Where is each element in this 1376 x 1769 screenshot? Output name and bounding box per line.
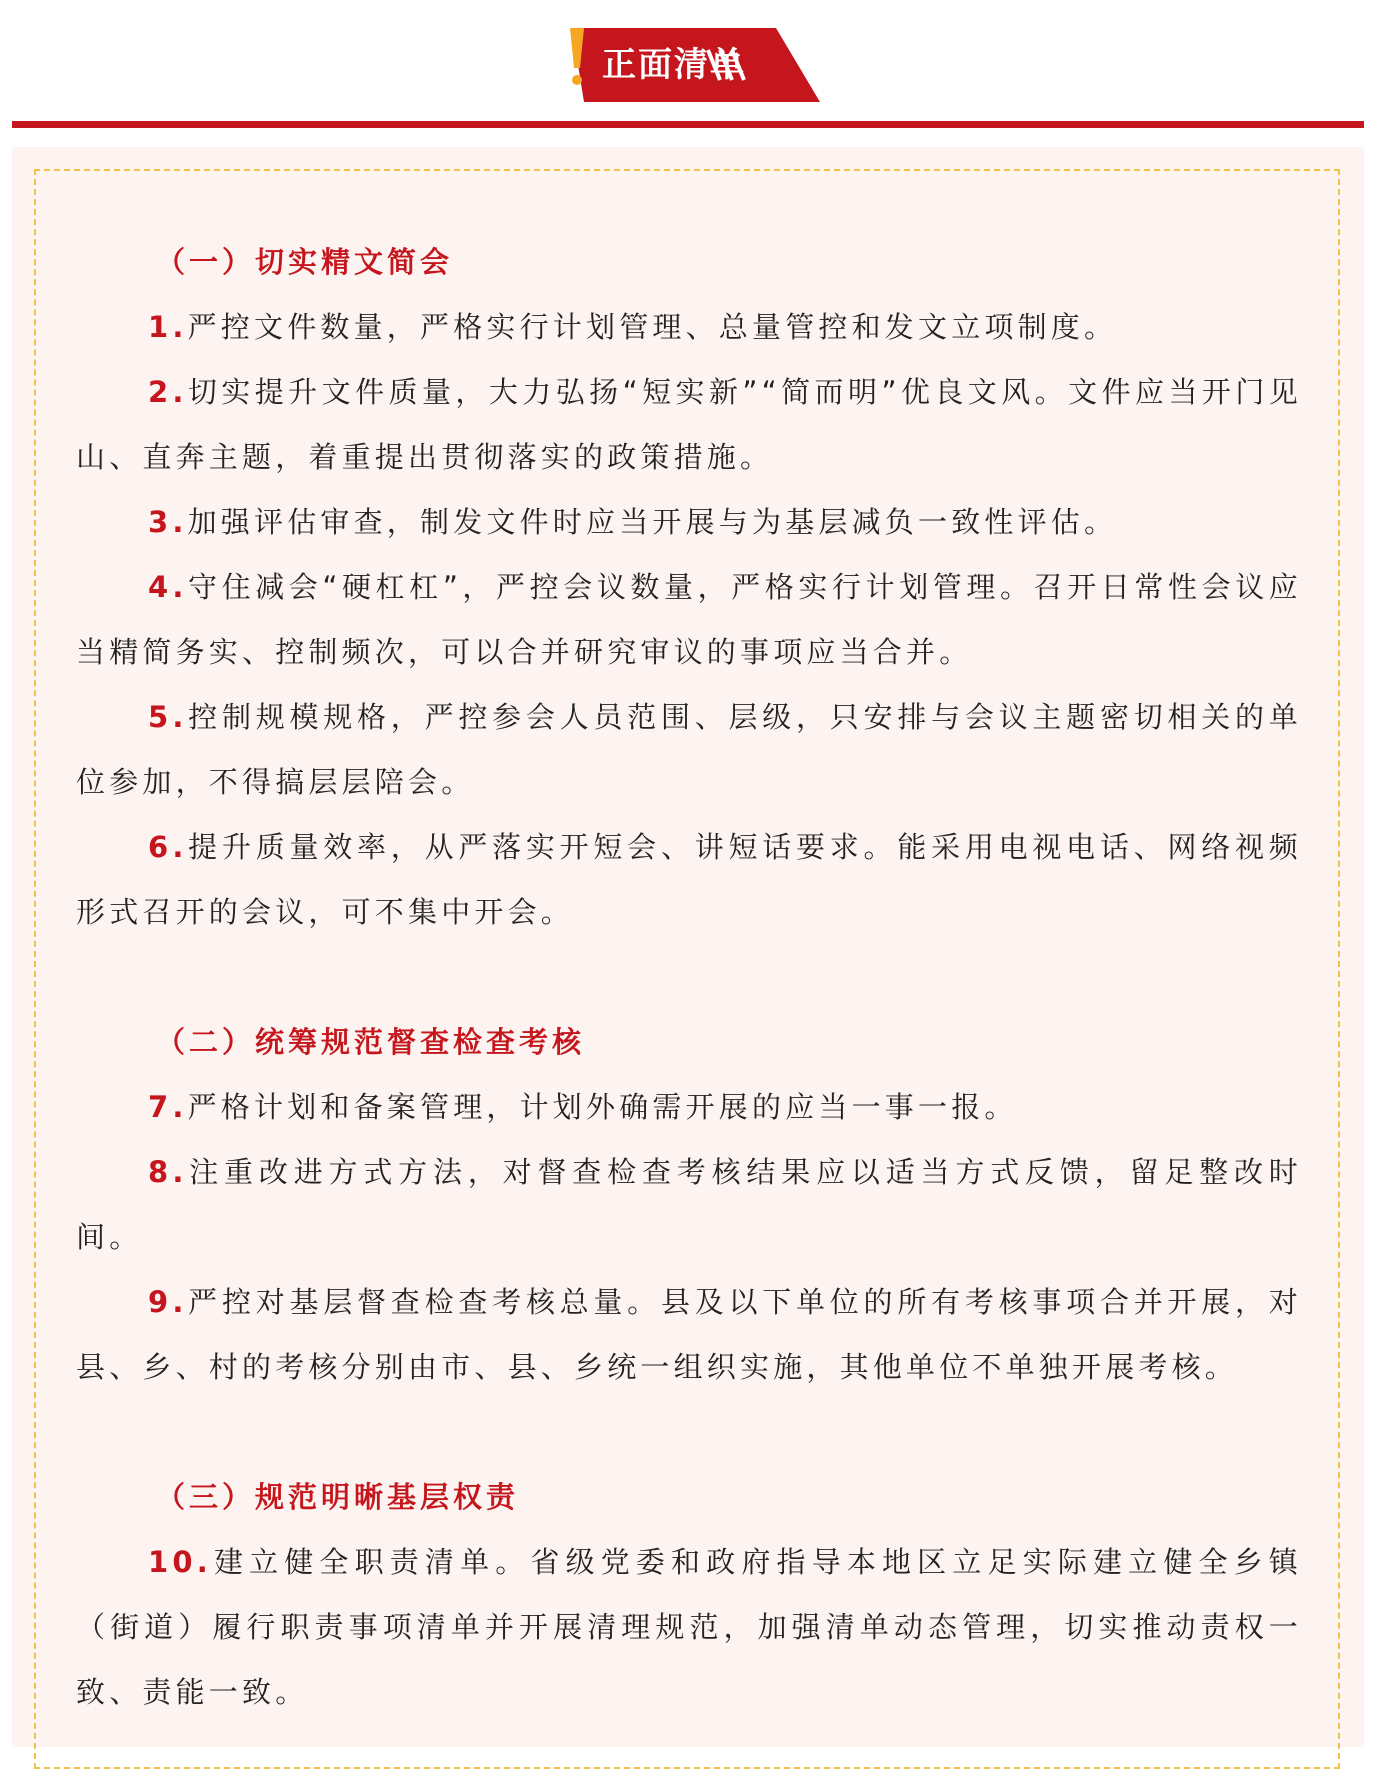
section-spacer xyxy=(76,1400,1302,1465)
item-number: 6. xyxy=(148,830,188,864)
list-item xyxy=(76,1270,1302,1400)
item-text: 严控对基层督查检查考核总量。县及以下单位的所有考核事项合并开展，对县、乡、村的考核分别由市、县、乡统一组织实施，其他单位不单独开展考核。 xyxy=(76,1285,1302,1384)
item-number: 2. xyxy=(148,375,188,409)
item-number: 1. xyxy=(148,310,188,344)
document-body xyxy=(76,230,1302,1725)
section-title: （一）切实精文简会 xyxy=(156,245,454,279)
list-item xyxy=(76,295,1302,360)
header-banner xyxy=(0,0,1376,130)
item-text: 提升质量效率，从严落实开短会、讲短话要求。能采用电视电话、网络视频形式召开的会议，可不集中开会。 xyxy=(76,830,1302,929)
item-number: 4. xyxy=(148,570,188,604)
list-item xyxy=(76,360,1302,490)
header-divider xyxy=(12,121,1364,128)
item-number: 8. xyxy=(148,1155,188,1189)
item-text: 注重改进方式方法，对督查检查考核结果应以适当方式反馈，留足整改时间。 xyxy=(76,1155,1302,1254)
section-spacer xyxy=(76,945,1302,1010)
item-number: 10. xyxy=(148,1545,212,1579)
item-text: 控制规模规格，严控参会人员范围、层级，只安排与会议主题密切相关的单位参加，不得搞层层陪会。 xyxy=(76,700,1302,799)
list-item xyxy=(76,1530,1302,1725)
item-number: 3. xyxy=(148,505,188,539)
section-title: （三）规范明晰基层权责 xyxy=(156,1480,520,1514)
item-text: 切实提升文件质量，大力弘扬“短实新”“简而明”优良文风。文件应当开门见山、直奔主题，着重提出贯彻落实的政策措施。 xyxy=(76,375,1302,474)
list-item xyxy=(76,555,1302,685)
item-number: 5. xyxy=(148,700,188,734)
list-item xyxy=(76,815,1302,945)
list-item xyxy=(76,490,1302,555)
item-text: 守住减会“硬杠杠”，严控会议数量，严格实行计划管理。召开日常性会议应当精简务实、控制频次，可以合并研究审议的事项应当合并。 xyxy=(76,570,1302,669)
item-text: 严控文件数量，严格实行计划管理、总量管控和发文立项制度。 xyxy=(187,310,1118,344)
item-text: 加强评估审查，制发文件时应当开展与为基层减负一致性评估。 xyxy=(187,505,1118,539)
page-title: 正面清单 xyxy=(602,45,746,85)
item-text: 建立健全职责清单。省级党委和政府指导本地区立足实际建立健全乡镇（街道）履行职责事项清单并开展清理规范，加强清单动态管理，切实推动责权一致、责能一致。 xyxy=(76,1545,1302,1709)
list-item xyxy=(76,1075,1302,1140)
list-item xyxy=(76,685,1302,815)
item-text: 严格计划和备案管理，计划外确需开展的应当一事一报。 xyxy=(187,1090,1018,1124)
item-number: 7. xyxy=(148,1090,188,1124)
item-number: 9. xyxy=(148,1285,188,1319)
list-item xyxy=(76,1140,1302,1270)
section-title: （二）统筹规范督查检查考核 xyxy=(156,1025,586,1059)
